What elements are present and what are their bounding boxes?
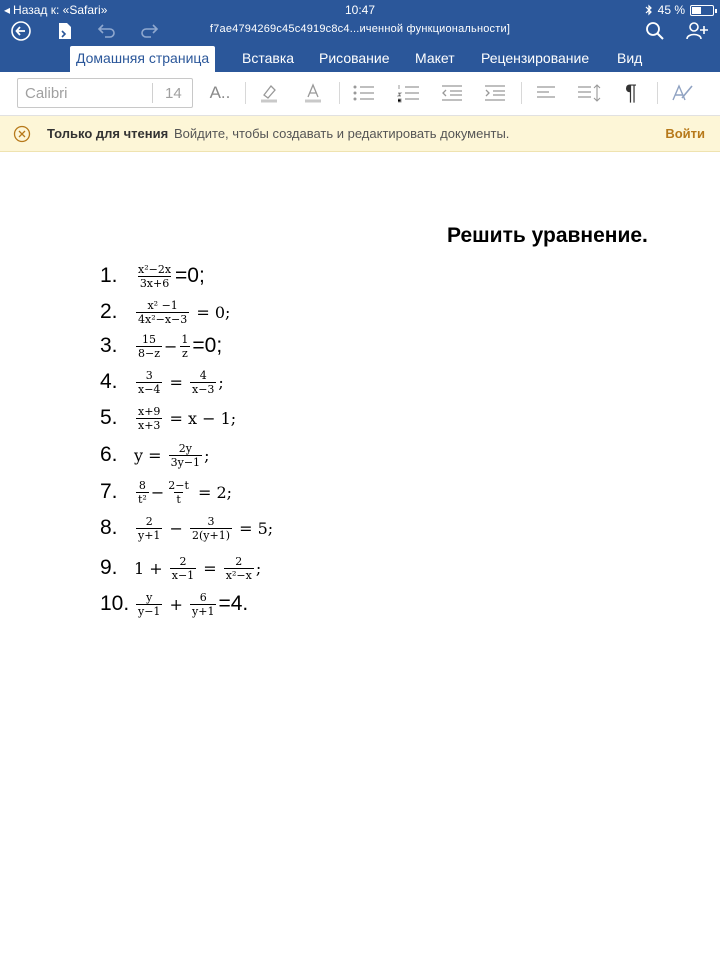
math-expression: = 2; [192, 482, 233, 502]
ribbon-divider [657, 82, 658, 104]
equation-number: 2. [100, 300, 118, 323]
equation-item [100, 258, 205, 294]
math-expression: = [164, 372, 188, 392]
fraction-denominator: 4x²−x−3 [138, 312, 188, 326]
math-expression: 1 + [134, 558, 168, 578]
equation-text: =0; [175, 264, 205, 287]
math-expression: − [164, 336, 178, 356]
fraction [169, 442, 202, 469]
fraction-numerator: 3 [145, 368, 153, 382]
bluetooth-icon [645, 4, 653, 16]
font-name[interactable]: Calibri [25, 85, 68, 102]
fraction-denominator: x²−x [225, 568, 252, 582]
search-icon[interactable] [642, 18, 668, 44]
fraction-numerator: 6 [199, 590, 207, 604]
highlighter-icon[interactable] [254, 80, 284, 106]
equation-number: 8. [100, 516, 118, 539]
read-only-title: Только для чтения [47, 126, 169, 141]
math-expression: = 5; [234, 518, 274, 538]
font-size[interactable]: 14 [165, 85, 182, 102]
battery-percent: 45 % [657, 3, 685, 17]
fraction-denominator: 2(y+1) [192, 528, 231, 542]
fraction [136, 405, 162, 432]
math-expression: − [150, 482, 165, 502]
fraction-numerator: 2−t [168, 478, 189, 492]
math-expression: ; [218, 372, 224, 392]
equation-item [100, 294, 230, 330]
ribbon [0, 72, 720, 116]
fraction [166, 479, 191, 506]
equation-number: 1. [100, 264, 118, 287]
close-circle-icon[interactable] [13, 125, 31, 143]
equation-text: =4. [218, 592, 249, 615]
tab-home[interactable]: Домашняя страница [70, 46, 215, 72]
fraction-numerator: 2 [235, 554, 243, 568]
fraction [190, 515, 232, 542]
equation-item [100, 437, 209, 473]
read-only-banner [0, 116, 720, 152]
battery-icon [690, 5, 714, 16]
tab-view[interactable]: Вид [617, 50, 643, 66]
fraction [179, 333, 190, 360]
ribbon-divider [521, 82, 522, 104]
equation-number: 3. [100, 334, 118, 357]
equation-number: 10. [100, 592, 130, 615]
battery-level [692, 7, 701, 14]
fraction-numerator: x² −1 [147, 298, 178, 312]
app-header [0, 0, 720, 72]
fraction [170, 555, 196, 582]
fraction-denominator: t [176, 492, 181, 506]
equation-number: 5. [100, 406, 118, 429]
equation-number: 7. [100, 480, 118, 503]
fraction-denominator: y+1 [192, 604, 215, 618]
fraction-denominator: t² [138, 492, 147, 506]
styles-icon[interactable] [668, 80, 698, 106]
equation-number: 4. [100, 370, 118, 393]
fraction [190, 591, 216, 618]
equation-item [100, 510, 273, 546]
font-picker[interactable] [17, 78, 193, 108]
back-label: Назад к: «Safari» [13, 3, 108, 17]
fraction [136, 369, 162, 396]
paragraph-mark-icon[interactable]: ¶ [625, 80, 637, 105]
fraction [136, 333, 162, 360]
font-formatting-menu[interactable]: A.. [209, 83, 231, 102]
fraction-denominator: 3x+6 [139, 276, 170, 290]
fraction-numerator: 4 [199, 368, 207, 382]
decrease-indent-icon[interactable] [437, 80, 467, 106]
math-expression: = [198, 558, 222, 578]
equation-item [100, 364, 224, 400]
ribbon-tabs [0, 46, 720, 72]
math-expression: ; [204, 445, 210, 465]
fraction-numerator: 2 [179, 554, 187, 568]
tab-layout[interactable]: Макет [415, 50, 455, 66]
document-canvas [0, 152, 720, 960]
read-only-message: Войдите, чтобы создавать и редактировать документы. [174, 126, 510, 141]
fraction-denominator: x−1 [171, 568, 195, 582]
ribbon-divider [245, 82, 246, 104]
share-add-person-icon[interactable] [684, 18, 710, 44]
bullets-icon[interactable] [349, 80, 379, 106]
tab-review[interactable]: Рецензирование [481, 50, 590, 66]
math-expression: − [164, 518, 189, 538]
fraction-numerator: y [146, 590, 153, 604]
fraction-numerator: 2y [178, 441, 192, 455]
fraction-numerator: 2 [145, 514, 153, 528]
fraction-numerator: 3 [207, 514, 215, 528]
equation-number: 6. [100, 443, 118, 466]
equation-item [100, 586, 248, 622]
equation-text: =0; [192, 334, 223, 357]
fraction-denominator: y−1 [138, 604, 161, 618]
status-bar [0, 0, 720, 20]
doc-toolbar [0, 18, 720, 44]
fraction [190, 369, 216, 396]
fraction [136, 515, 162, 542]
fraction-numerator: 1 [181, 332, 189, 346]
ribbon-divider [339, 82, 340, 104]
fraction-numerator: 8 [138, 478, 146, 492]
equation-item [100, 550, 261, 586]
math-expression: = x − 1; [164, 408, 237, 428]
font-color-icon[interactable] [298, 80, 328, 106]
tab-insert[interactable]: Вставка [242, 50, 295, 66]
equation-item [100, 474, 232, 510]
math-expression: = 0; [191, 302, 231, 322]
tab-draw[interactable]: Рисование [319, 50, 390, 66]
fraction-numerator: x+9 [138, 404, 161, 418]
fraction [136, 299, 189, 326]
font-box-divider [152, 83, 153, 103]
math-expression: ; [255, 558, 262, 578]
equation-item [100, 328, 222, 364]
sign-in-button[interactable]: Войти [665, 126, 705, 141]
fraction-denominator: x−4 [138, 382, 161, 396]
line-spacing-icon[interactable] [574, 80, 604, 106]
fraction [224, 555, 254, 582]
fraction-denominator: z [182, 346, 188, 360]
numbering-icon[interactable] [394, 80, 424, 106]
chevron-left-icon: ◂ [4, 3, 11, 17]
page-title: Решить уравнение. [447, 224, 648, 247]
align-left-icon[interactable] [531, 80, 561, 106]
math-expression: + [164, 594, 189, 614]
fraction [136, 479, 149, 506]
document-name: f7ae4794269c45c4919c8c4...иченной функциональности] [209, 23, 511, 35]
math-expression: y = [134, 445, 167, 465]
fraction-denominator: x+3 [138, 418, 161, 432]
fraction [136, 591, 162, 618]
fraction-numerator: x²−2x [138, 262, 172, 276]
clock: 10:47 [344, 3, 376, 17]
increase-indent-icon[interactable] [480, 80, 510, 106]
equation-item [100, 400, 236, 436]
fraction-denominator: 3y−1 [170, 455, 201, 469]
equation-number: 9. [100, 556, 118, 579]
fraction-numerator: 15 [142, 332, 156, 346]
fraction [136, 263, 173, 290]
fraction-denominator: 8−z [138, 346, 161, 360]
fraction-denominator: x−3 [192, 382, 215, 396]
fraction-denominator: y+1 [138, 528, 161, 542]
